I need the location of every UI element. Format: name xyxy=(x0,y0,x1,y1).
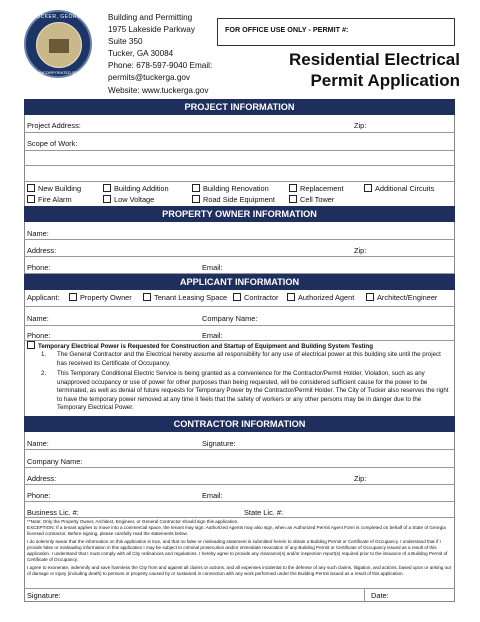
contractor-zip-label: Zip: xyxy=(354,474,367,483)
checkbox-building-addition[interactable]: Building Addition xyxy=(103,184,169,193)
state-license-label: State Lic. #: xyxy=(244,508,284,517)
exception-text: EXCEPTION: If a tenant applies to move into a commercial space, the tenant may sign. Authorized Agents may also sign, when an Authorized Permit Agent Form is completed on behalf of a State of Georgia licensed contractor. Before signing, please carefully read the statements below. xyxy=(27,525,446,536)
checkbox-icon xyxy=(103,184,111,192)
email-link[interactable]: permits@tuckerga.gov xyxy=(108,73,191,83)
applicant-role-row xyxy=(24,290,455,307)
owner-name-row[interactable] xyxy=(24,222,455,240)
owner-info-heading: PROPERTY OWNER INFORMATION xyxy=(24,206,455,222)
final-signature-label: Signature: xyxy=(27,591,61,600)
contractor-name-label: Name: xyxy=(27,439,49,448)
temporary-power-checkbox[interactable] xyxy=(27,341,455,352)
checkbox-contractor[interactable]: Contractor xyxy=(233,293,279,302)
checkbox-icon xyxy=(287,293,295,301)
contractor-email-label: Email: xyxy=(202,491,223,500)
checkbox-road-side-equipment[interactable]: Road Side Equipment xyxy=(192,195,275,204)
owner-address-row[interactable] xyxy=(24,240,455,257)
signature-date-divider xyxy=(364,589,365,602)
checkbox-icon xyxy=(233,293,241,301)
checkbox-tenant-leasing-space[interactable]: Tenant Leasing Space xyxy=(143,293,227,302)
temporary-power-heading: Temporary Electrical Power is Requested for Construction and Startup of Equipment and Building System Testing xyxy=(38,343,373,350)
owner-zip-label: Zip: xyxy=(354,246,367,255)
oath-text: I do solemnly swear that the information on this application is true, and that no false or misleading statement is submitted herein to obtain a Building Permit or Certificate of Occupancy. I understand that if I provide false or misleading information in this application I may be subject to criminal prosecution and/or immediate revocation of any Building Permit or Certificate of Occupancy issued as a result of this application. I understand that I must comply with all City ordinances and regulations. I hereby agree to provide any clearance(s) and/or inspection report(s) required prior to the issuance of a Building Permit of Certificate of Occupancy. xyxy=(27,539,448,562)
checkbox-property-owner[interactable]: Property Owner xyxy=(69,293,132,302)
contractor-company-row[interactable] xyxy=(24,450,455,468)
seal-top-text: TUCKER, GEORGIA xyxy=(32,14,88,20)
checkbox-icon xyxy=(143,293,151,301)
project-zip-label: Zip: xyxy=(354,121,367,130)
scope-blank-line-2[interactable] xyxy=(24,166,455,182)
scope-of-work-label: Scope of Work: xyxy=(27,139,78,148)
contractor-address-label: Address: xyxy=(27,474,57,483)
date-label: Date: xyxy=(371,591,389,600)
project-info-heading: PROJECT INFORMATION xyxy=(24,99,455,115)
project-address-label: Project Address: xyxy=(27,121,81,130)
checkbox-fire-alarm[interactable]: Fire Alarm xyxy=(27,195,72,204)
checkbox-cell-tower[interactable]: Cell Tower xyxy=(289,195,334,204)
signature-note: **Note: Only the Property Owner, Architect, Engineer, or General Contractor should sign this application. xyxy=(27,519,239,524)
department-name: Building and Permitting xyxy=(108,13,193,22)
contractor-contact-row[interactable] xyxy=(24,485,455,502)
applicant-email-label: Email: xyxy=(202,331,223,340)
checkbox-icon xyxy=(27,195,35,203)
checkbox-additional-circuits[interactable]: Additional Circuits xyxy=(364,184,434,193)
applicant-name-row[interactable] xyxy=(24,307,455,326)
final-signature-row[interactable] xyxy=(24,588,455,602)
contractor-company-label: Company Name: xyxy=(27,457,83,466)
owner-email-label: Email: xyxy=(202,263,223,272)
applicant-label: Applicant: xyxy=(27,293,60,302)
office-use-box: FOR OFFICE USE ONLY - PERMIT #: xyxy=(217,18,455,46)
checkbox-low-voltage[interactable]: Low Voltage xyxy=(103,195,154,204)
seal-building-icon xyxy=(49,39,69,53)
item-number-2: 2. xyxy=(41,370,47,377)
contractor-name-row[interactable] xyxy=(24,432,455,450)
website-link[interactable]: Website: www.tuckerga.gov xyxy=(108,85,209,95)
owner-phone-label: Phone: xyxy=(27,263,51,272)
scope-of-work-row[interactable] xyxy=(24,133,455,151)
contractor-signature-label: Signature: xyxy=(202,439,236,448)
business-license-label: Business Lic. #: xyxy=(27,508,79,517)
contractor-license-row[interactable] xyxy=(24,502,455,518)
scope-blank-line-1[interactable] xyxy=(24,151,455,166)
owner-address-label: Address: xyxy=(27,246,57,255)
checkbox-new-building[interactable]: New Building xyxy=(27,184,81,193)
applicant-info-heading: APPLICANT INFORMATION xyxy=(24,274,455,290)
indemnify-text: I agree to exonerate, indemnify and save harmless the City from and against all claims or actions, and all expenses incidental to the defense of any such claims, litigation, and actions, based upon or arising out of damage or injury (including death) to persons or property caused by or sustained in connection with any work performed under the Building Permit issued as a result of this application. xyxy=(27,565,451,576)
temporary-item-1: The General Contractor and the Electrical hereby assume all responsibility for any use of electrical power at this building site until the project has received its Certificate of Occupancy. xyxy=(57,351,441,367)
seal-emblem xyxy=(36,22,82,68)
applicant-contact-row[interactable] xyxy=(24,326,455,341)
city-state-zip: Tucker, GA 30084 xyxy=(108,49,174,59)
checkbox-replacement[interactable]: Replacement xyxy=(289,184,344,193)
applicant-name-label: Name: xyxy=(27,314,49,323)
checkbox-icon xyxy=(27,184,35,192)
checkbox-icon xyxy=(366,293,374,301)
item-number-1: 1. xyxy=(41,351,47,358)
temporary-item-2: This Temporary Conditional Electric Service is being granted as a convenience for the Contractor/Permit Holder. Violation, such as any unapproved occupancy or use of power for other purposes than being requested, will be considered sufficient cause for the power to be terminated, as well as denial of future requests for Temporary Power by the Contractor/Permit Holder. The City of Tucker also reserves the right to have the temporary power removed at any time it feels that the safety of workers or any other persons may be in danger due to the Temporary Electrical Power. xyxy=(57,370,449,411)
phone-line: Phone: 678-597-9040 Email: xyxy=(108,61,213,71)
owner-contact-row[interactable] xyxy=(24,257,455,274)
title-line-2: Permit Application xyxy=(310,71,460,90)
checkbox-architect-engineer[interactable]: Architect/Engineer xyxy=(366,293,437,302)
department-address xyxy=(108,12,212,97)
suite: Suite 350 xyxy=(108,37,143,47)
checkbox-authorized-agent[interactable]: Authorized Agent xyxy=(287,293,354,302)
checkbox-icon xyxy=(289,195,297,203)
contractor-address-row[interactable] xyxy=(24,468,455,485)
applicant-phone-label: Phone: xyxy=(27,331,51,340)
checkbox-icon xyxy=(69,293,77,301)
applicant-company-label: Company Name: xyxy=(202,314,258,323)
checkbox-building-renovation[interactable]: Building Renovation xyxy=(192,184,269,193)
title-line-1: Residential Electrical xyxy=(288,50,460,69)
checkbox-icon xyxy=(103,195,111,203)
checkbox-icon xyxy=(364,184,372,192)
street-address: 1975 Lakeside Parkway xyxy=(108,25,195,35)
contractor-phone-label: Phone: xyxy=(27,491,51,500)
seal-bottom-text: INCORPORATED 2016 xyxy=(39,70,81,75)
checkbox-icon xyxy=(192,184,200,192)
city-seal-logo xyxy=(24,10,92,78)
checkbox-icon xyxy=(192,195,200,203)
checkbox-icon xyxy=(27,341,35,349)
contractor-info-heading: CONTRACTOR INFORMATION xyxy=(24,416,455,432)
owner-name-label: Name: xyxy=(27,229,49,238)
checkbox-icon xyxy=(289,184,297,192)
project-address-row[interactable] xyxy=(24,115,455,133)
form-title xyxy=(230,49,460,91)
